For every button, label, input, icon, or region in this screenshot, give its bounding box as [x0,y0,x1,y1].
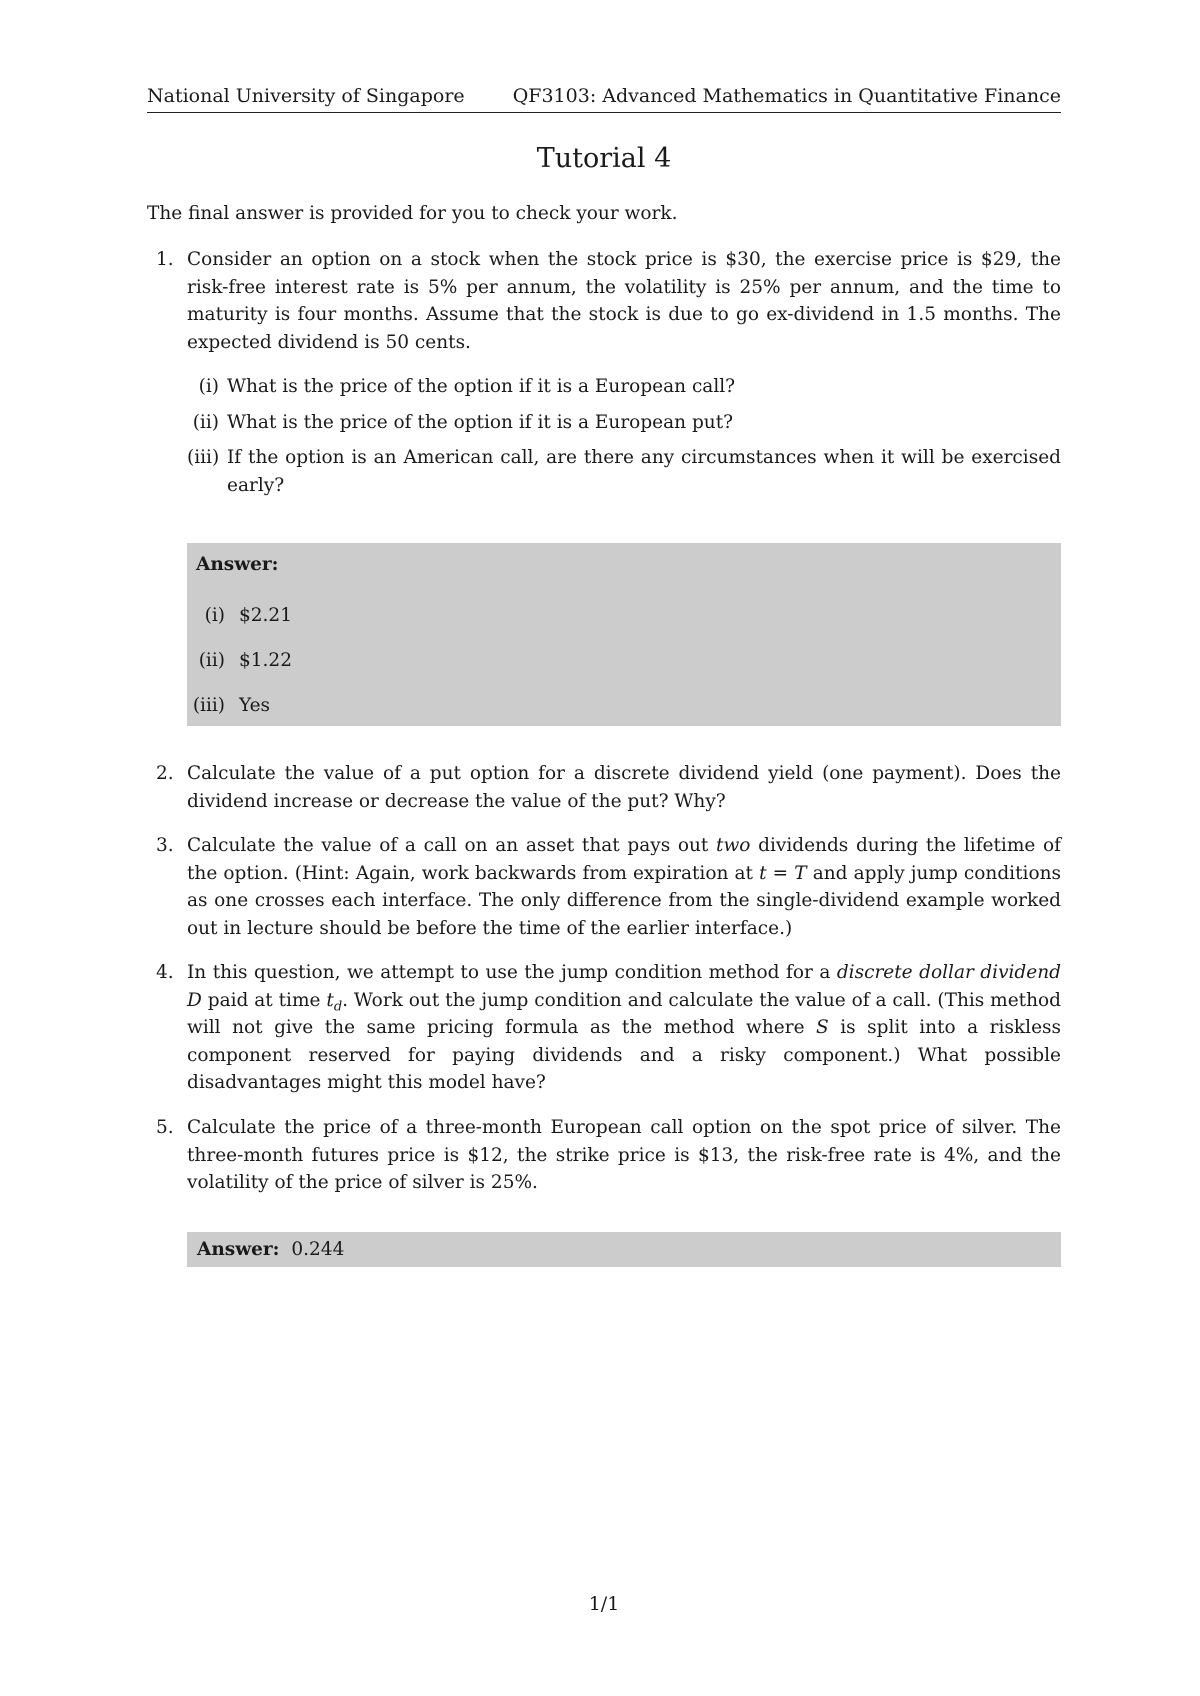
answer-value: $2.21 [239,605,292,626]
page-title: Tutorial 4 [536,143,672,174]
sub-question [198,373,1061,401]
answer-label: (iii) [192,695,225,716]
emphasis: discrete dollar dividend D [187,962,1061,1011]
math-expression: S [816,1017,829,1038]
question-number: 5. [156,1117,174,1138]
intro-text: The final answer is provided for you to check your work. [147,203,678,224]
sub-question-text: If the option is an American call, are there any circumstances when it will be exercised early? [227,447,1061,496]
answer-label: (ii) [198,650,225,671]
sub-question [192,409,1061,437]
answer-title: Answer: [197,1239,280,1260]
emphasis: two [716,835,751,856]
question-number: 1. [156,249,174,270]
header-course: QF3103: Advanced Mathematics in Quantitative Finance [512,85,1061,107]
sub-question-text: What is the price of the option if it is a European call? [227,376,736,397]
math-expression: t = T [759,862,807,884]
question-text: Consider an option on a stock when the stock price is $30, the exercise price is $29, the risk-free interest rate is 5% per annum, the volatility is 25% per annum, and the time to maturity is four months. Assume that the stock is due to go ex-dividend in 1.5 months. The expected dividend is 50 cents. [187,249,1061,353]
sub-question-text: What is the price of the option if it is a European put? [227,411,734,433]
answer-label: (i) [204,605,225,626]
sub-question-label: (ii) [192,411,219,433]
answer-value: Yes [239,695,271,716]
answer-value: $1.22 [239,650,292,671]
question-text: Calculate the price of a three-month European call option on the spot price of silver. The three-month futures price is $12, the strike price is $13, the risk-free rate is 4%, and the volatility of the price of silver is 25%. [187,1117,1061,1193]
sub-question-label: (i) [198,376,219,397]
question-text: Calculate the value of a put option for a discrete dividend yield (one payment). Does the dividend increase or decrease the value of the put? Why? [187,763,1061,812]
question-2 [147,760,1061,815]
sub-question-label: (iii) [187,447,220,468]
question-number: 2. [156,763,174,784]
answer-title: Answer: [196,554,279,575]
header-institution: National University of Singapore [147,85,465,107]
question-4 [147,959,1061,1097]
sub-question [187,444,1061,499]
page-number: 1/1 [588,1593,620,1615]
question-text: Calculate the value of a call on an asset that pays out two dividends during the lifetime of the option. (Hint: Again, work backwards from expiration at t = T and apply jump conditions as one crosses each interface. The only difference from the single-dividend example worked out in lecture should be before the time of the earlier interface.) [187,835,1061,939]
question-1-parts [147,373,1061,499]
question-number: 4. [156,962,174,983]
answer-box-5 [187,1232,1061,1267]
answer-box-1 [187,543,1061,726]
question-3 [147,832,1061,942]
page-header [147,84,1061,113]
question-5 [147,1114,1061,1197]
math-expression: $t_d$ [326,989,343,1015]
question-text: In this question, we attempt to use the jump condition method for a discrete dollar dividend D paid at time $t_d$. Work out the jump condition and calculate the value of a call. (This method will not give the same pricing formula as the method where S is split into a riskless component reserved for paying dividends and a risky component.) What possible disadvantages might this model have? [187,962,1061,1093]
question-1 [147,246,1061,356]
question-number: 3. [156,835,174,856]
answer-value: 0.244 [291,1239,345,1260]
